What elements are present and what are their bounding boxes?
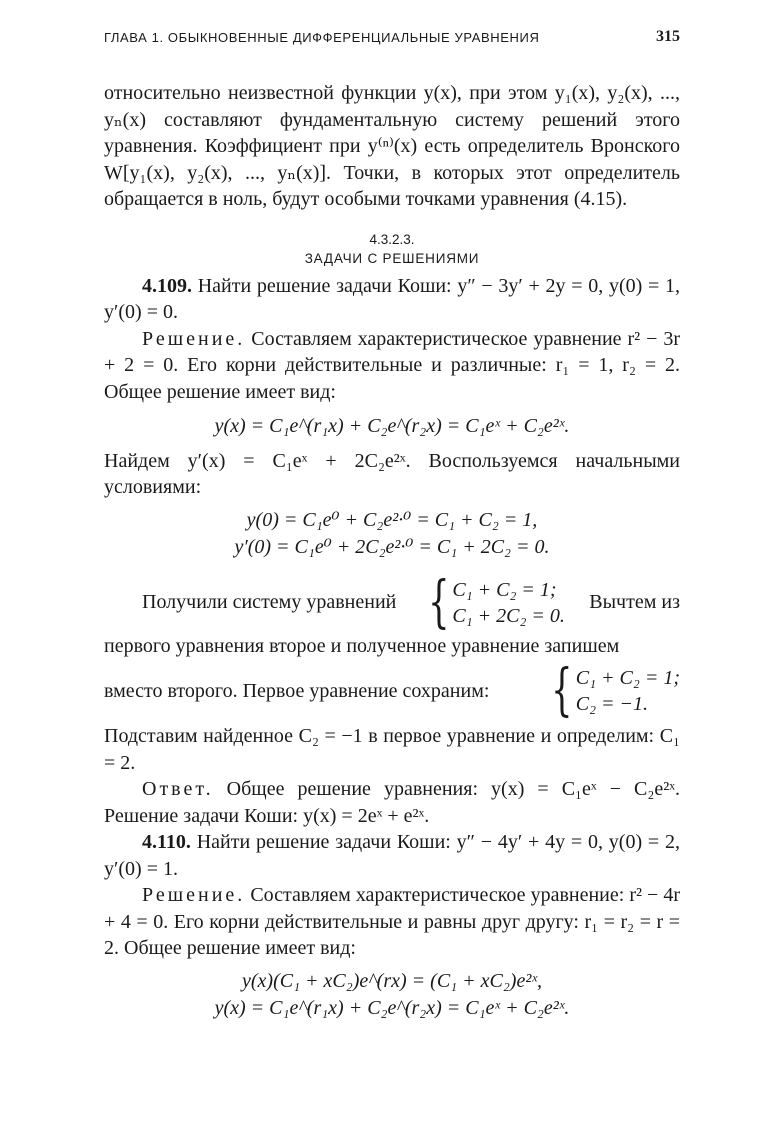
left-brace-icon: { <box>551 658 573 723</box>
system-2-line <box>104 658 680 723</box>
section-number: 4.3.2.3. <box>369 231 415 247</box>
system-1-row-2: C₁ + 2C₂ = 0. <box>452 604 565 627</box>
subtract-paragraph: первого уравнения второе и полученное уравнение запишем <box>104 634 620 657</box>
formula-110-2: y(x) = C₁e^(r₁x) + C₂e^(r₂x) = C₁eˣ + C₂e²ˣ. <box>214 996 570 1019</box>
equation-system-1 <box>421 569 565 635</box>
solution-label: Решение. <box>142 884 246 906</box>
derivative-paragraph: Найдем y′(x) = C₁eˣ + 2C₂e²ˣ. Воспользуемся начальными условиями: <box>104 449 680 498</box>
problem-110-solution: Решение. Составляем характеристическое уравнение: r² − 4r + 4 = 0. Его корни действительные и равны друг другу: r₁ = r₂ = r = 2. Общее решение имеет вид: <box>104 884 680 959</box>
page-number: 315 <box>656 28 680 45</box>
chapter-title: ГЛАВА 1. ОБЫКНОВЕННЫЕ ДИФФЕРЕНЦИАЛЬНЫЕ УРАВНЕНИЯ <box>104 30 540 45</box>
condition-2: y′(0) = C₁e⁰ + 2C₂e²·⁰ = C₁ + 2C₂ = 0. <box>234 535 550 558</box>
problem-110-number: 4.110. <box>142 831 191 853</box>
page-body <box>104 80 680 1032</box>
system-1-row-1: C₁ + C₂ = 1; <box>452 578 557 601</box>
problem-109-statement: 4.109. Найти решение задачи Коши: y″ − 3y′ + 2y = 0, y(0) = 1, y′(0) = 0. <box>104 274 681 323</box>
equation-system-2 <box>544 658 680 723</box>
substitute-paragraph: Подставим найденное C₂ = −1 в первое уравнение и определим: C₁ = 2. <box>104 725 680 774</box>
section-title: ЗАДАЧИ С РЕШЕНИЯМИ <box>304 250 480 266</box>
problem-109-number: 4.109. <box>142 274 192 297</box>
general-solution-formula: y(x) = C₁e^(r₁x) + C₂e^(r₂x) = C₁eˣ + C₂e²ˣ. <box>214 415 570 437</box>
system-2-row-2: C₂ = −1. <box>575 693 649 715</box>
answer-label: Ответ. <box>142 778 214 800</box>
keep-text: вместо второго. Первое уравнение сохраним: <box>104 679 490 702</box>
book-page <box>104 0 680 1131</box>
initial-conditions <box>104 507 680 561</box>
system-2-row-1: C₁ + C₂ = 1; <box>575 667 680 689</box>
system-lead-text: Получили систему уравнений <box>142 591 397 614</box>
left-brace-icon: { <box>427 569 450 635</box>
running-head <box>104 28 680 50</box>
problem-110-formulas <box>104 968 680 1022</box>
intro-paragraph: относительно неизвестной функции y(x), при этом y₁(x), y₂(x), ..., yₙ(x) составляют фундаментальную систему решений этого уравнения. Коэффициент при y⁽ⁿ⁾(x) есть определитель Вронского W[y₁(x), y₂(x), ..., yₙ(x)]. Точки, в которых этот определитель обращается в ноль, будут особыми точками уравнения (4.15). <box>104 82 680 210</box>
solution-label: Решение. <box>142 327 246 350</box>
problem-109-solution: Решение. Составляем характеристическое уравнение r² − 3r + 2 = 0. Его корни действительные и различные: r₁ = 1, r₂ = 2. Общее решение имеет вид: <box>104 327 681 403</box>
formula-110-1: y(x)(C₁ + xC₂)e^(rx) = (C₁ + xC₂)e²ˣ, <box>242 969 542 992</box>
answer-paragraph: Ответ. Общее решение уравнения: y(x) = C₁eˣ − C₂e²ˣ. Решение задачи Коши: y(x) = 2eˣ + e²ˣ. <box>104 778 681 827</box>
system-tail-text: Вычтем из <box>589 591 680 614</box>
system-1-line <box>104 569 680 635</box>
condition-1: y(0) = C₁e⁰ + C₂e²·⁰ = C₁ + C₂ = 1, <box>246 508 538 531</box>
problem-110-statement: 4.110. Найти решение задачи Коши: y″ − 4y′ + 4y = 0, y(0) = 2, y′(0) = 1. <box>104 831 681 880</box>
